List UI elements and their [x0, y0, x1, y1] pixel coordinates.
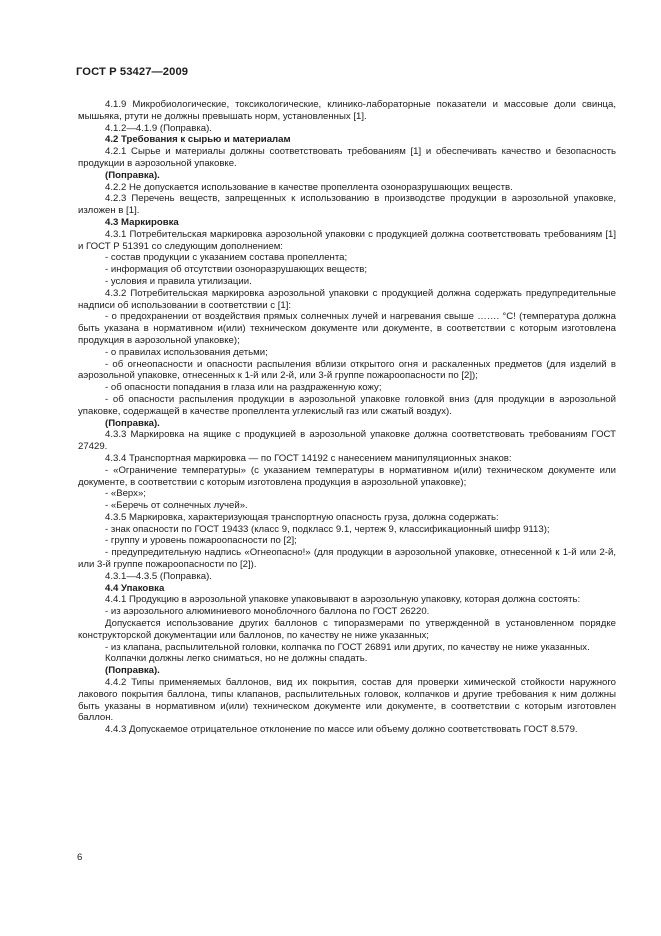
paragraph: - об огнеопасности и опасности распыления вблизи открытого огня и раскаленных предметов (для изделий в аэрозольной упаковке, отнесенных к 1-й или 2-й, или 3-й группе пожароопасности по [2]);	[78, 358, 616, 382]
paragraph: (Поправка).	[105, 169, 160, 181]
paragraph: 4.2 Требования к сырью и материалам	[105, 134, 291, 146]
paragraph: 4.3 Маркировка	[105, 216, 179, 228]
paragraph: - из аэрозольного алюминиевого моноблочного баллона по ГОСТ 26220.	[105, 606, 430, 618]
paragraph: 4.3.1 Потребительская маркировка аэрозольной упаковки с продукцией должна соответствовать требованиям [1] и ГОСТ Р 51391 со следующим дополнением:	[78, 228, 616, 252]
paragraph: 4.2.3 Перечень веществ, запрещенных к использованию в производстве продукции в аэрозольной упаковке, изложен в [1].	[78, 193, 616, 217]
paragraph: - об опасности распыления продукции в аэрозольной упаковке головкой вниз (для продукции в аэрозольной упаковке, содержащей в качестве пропеллента углекислый газ или сжатый воздух).	[78, 393, 616, 417]
paragraph: - знак опасности по ГОСТ 19433 (класс 9, подкласс 9.1, чертеж 9, классификационный шифр 9113);	[105, 523, 550, 535]
paragraph: - из клапана, распылительной головки, колпачка по ГОСТ 26891 или других, по качеству не ниже указанных.	[105, 641, 590, 653]
paragraph: - условия и правила утилизации.	[105, 275, 252, 287]
paragraph: - предупредительную надпись «Огнеопасно!» (для продукции в аэрозольной упаковке, отнесенной к 1-й или 2-й, или 3-й группе пожароопасности по [2]).	[78, 547, 616, 571]
paragraph: 4.2.1 Сырье и материалы должны соответствовать требованиям [1] и обеспечивать качество и безопасность продукции в аэрозольной упаковке.	[78, 146, 616, 169]
paragraph: - о правилах использования детьми;	[105, 346, 268, 358]
paragraph: (Поправка).	[105, 417, 160, 429]
paragraph: 4.2.2 Не допускается использование в качестве пропеллента озоноразрушающих веществ.	[105, 181, 513, 193]
paragraph: Колпачки должны легко сниматься, но не должны спадать.	[105, 653, 368, 665]
paragraph: 4.3.2 Потребительская маркировка аэрозольной упаковки с продукцией должна содержать предупредительные надписи об использовании в соответствии с [1]:	[78, 287, 616, 311]
paragraph: - «Ограничение температуры» (с указанием температуры в нормативном и(или) техническом документе или документе, в соответствии с которым изготовлена продукция в аэрозольной упаковке);	[78, 464, 616, 488]
paragraph: - «Беречь от солнечных лучей».	[105, 500, 248, 512]
paragraph: - об опасности попадания в глаза или на раздраженную кожу;	[105, 382, 382, 394]
paragraph: Допускается использование других баллонов с типоразмерами по утвержденной в установленном порядке конструкторской документации или баллонов, по качеству не ниже указанных;	[78, 618, 616, 641]
paragraph: - «Верх»;	[105, 488, 146, 500]
paragraph: 4.3.3 Маркировка на ящике с продукцией в аэрозольной упаковке должна соответствовать требованиям ГОСТ 27429.	[78, 429, 616, 453]
paragraph: 4.1.9 Микробиологические, токсикологические, клинико-лабораторные показатели и массовые доли свинца, мышьяка, ртути не должны превышать норм, установленных [1].	[78, 99, 616, 122]
paragraph: - о предохранении от воздействия прямых солнечных лучей и нагревания свыше ……. °С! (температура должна быть указана в нормативном и(или) техническом документе или документе, в соответствии с которым изготовлена продукция в аэрозольной упаковке);	[78, 311, 616, 346]
paragraph: 4.4.1 Продукцию в аэрозольной упаковке упаковывают в аэрозольную упаковку, которая должна состоять:	[105, 594, 581, 606]
paragraph: 4.1.2—4.1.9 (Поправка).	[105, 122, 212, 134]
paragraph: 4.4.3 Допускаемое отрицательное отклонение по массе или объему должно соответствовать ГОСТ 8.579.	[105, 724, 578, 736]
paragraph: 4.3.1—4.3.5 (Поправка).	[105, 570, 212, 582]
paragraph: 4.4.2 Типы применяемых баллонов, вид их покрытия, состав для проверки химической стойкости наружного лакового покрытия баллона, типы клапанов, распылительных головок, колпачков и другие требования к ним должны быть указаны в нормативном и(или) техническом документе или документе, в соответствии с которым изготовлен баллон.	[78, 677, 616, 724]
paragraph: 4.3.4 Транспортная маркировка — по ГОСТ 14192 с нанесением манипуляционных знаков:	[105, 452, 512, 464]
standard-header: ГОСТ Р 53427—2009	[76, 66, 189, 78]
paragraph: - информация об отсутствии озоноразрушающих веществ;	[105, 264, 368, 276]
page-number: 6	[77, 852, 83, 863]
paragraph: - состав продукции с указанием состава пропеллента;	[105, 252, 348, 264]
paragraph: (Поправка).	[105, 665, 160, 677]
paragraph: 4.4 Упаковка	[105, 582, 165, 594]
paragraph: - группу и уровень пожароопасности по [2];	[105, 535, 297, 547]
paragraph: 4.3.5 Маркировка, характеризующая транспортную опасность груза, должна содержать:	[105, 511, 499, 523]
document-body	[78, 99, 616, 736]
